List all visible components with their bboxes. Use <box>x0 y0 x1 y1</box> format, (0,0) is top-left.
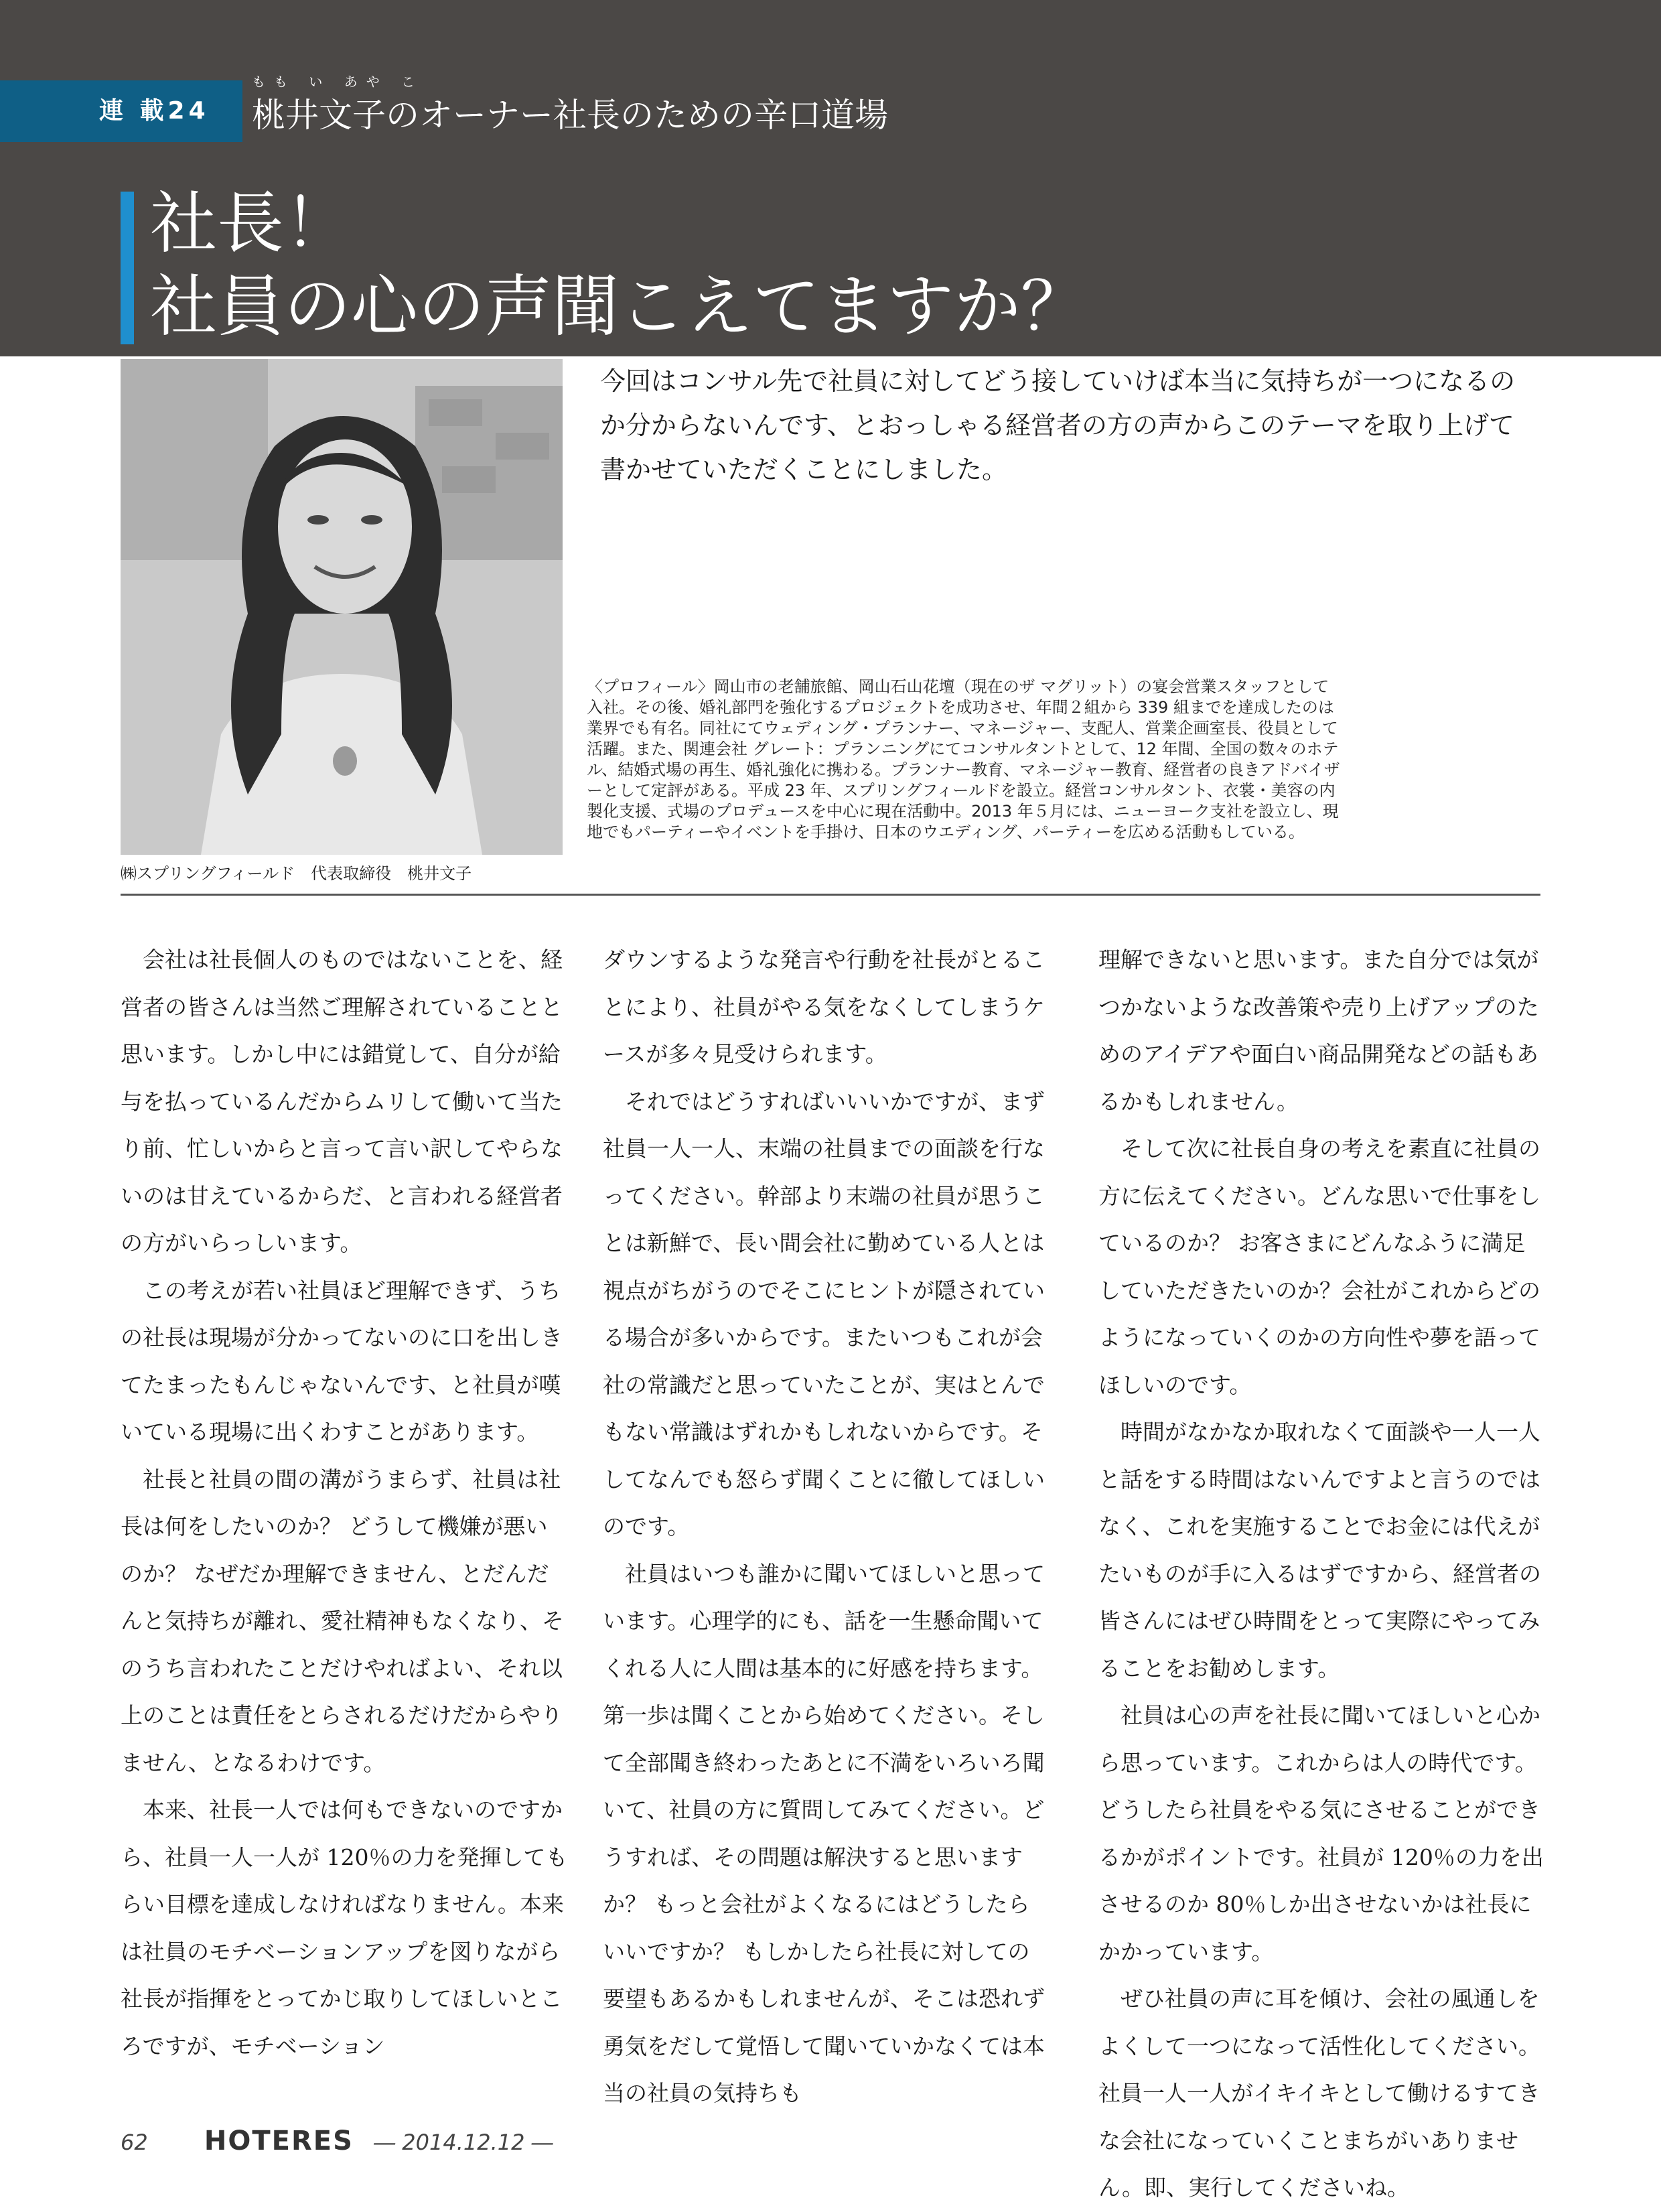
title-accent-bar <box>121 192 134 344</box>
lead-paragraph: 今回はコンサル先で社員に対してどう接していけば本当に気持ちが一つになるのか分からないんです、とおっしゃる経営者の方の声からこのテーマを取り上げて書かせていただくことにしました。 <box>600 366 1516 484</box>
main-title-line1: 社長！ <box>150 184 351 263</box>
page-footer <box>121 2125 553 2158</box>
portrait-illustration <box>121 359 563 855</box>
paragraph-continued: 理解できないと思います。また自分では気がつかないような改善策や売り上げアップのためのアイデアや面白い商品開発などの話もあるかもしれません。 <box>1098 947 1539 1115</box>
body-column-3 <box>1098 937 1546 2212</box>
paragraph: それではどうすればいいいかですが、まず社員一人一人、末端の社員までの面談を行なってください。幹部より末端の社員が思うことは新鮮で、長い間会社に勤めている人とは視点がちがうのでそこにヒントが隠されている場合が多いからです。またいつもこれが会社の常識だと思っていたことが、実はとんでもない常識はずれかもしれないからです。そしてなんでも怒らず聞くことに徹してほしいのです。 <box>603 1088 1045 1539</box>
author-profile: 〈プロフィール〉岡山市の老舗旅館、岡山石山花壇（現在のザ マグリット）の宴会営業スタッフとして入社。その後、婚礼部門を強化するプロジェクトを成功させ、年間２組から 339 組までを達成したのは業界でも有名。同社にてウェディング・プランナー、マネージャー、支配人、営業企画室長、役員として活躍。また、関連会社 グレート：プランニングにてコンサルタントとして、12 年間、全国の数々のホテル、結婚式場の再生、婚礼強化に携わる。プランナー教育、マネージャー教育、経営者の良きアドバイザーとして定評がある。平成 23 年、スプリングフィールドを設立。経営コンサルタント、衣裳・美容の内製化支援、式場のプロデュースを中心に現在活動中。2013 年５月には、ニューヨーク支社を設立し、現地でもパーティーやイベントを手掛け、日本のウエディング、パーティーを広める活動もしている。 <box>587 677 1340 841</box>
paragraph-continued: ダウンするような発言や行動を社長がとることにより、社員がやる気をなくしてしまうケースが多々見受けられます。 <box>603 947 1045 1067</box>
paragraph: 社員はいつも誰かに聞いてほしいと思っています。心理学的にも、話を一生懸命聞いてくれる人に人間は基本的に好感を持ちます。第一歩は聞くことから始めてください。そして全部聞き終わったあとに不満をいろいろ聞いて、社員の方に質問してみてください。どうすれば、その問題は解決すると思いますか？ もっと会社がよくなるにはどうしたらいいですか？ もしかしたら社長に対しての要望もあるかもしれませんが、そこは恐れず勇気をだして覚悟して聞いていかなくては本当の社員の気持ちも <box>603 1560 1045 2106</box>
paragraph: 社員は心の声を社長に聞いてほしいと心から思っています。これからは人の時代です。どうしたら社員をやる気にさせることができるかがポイントです。社員が 120％の力を出させるのか 80％しか出させないかは社長にかかっています。 <box>1098 1702 1544 1965</box>
main-title-line2: 社員の心の声聞こえてますか？ <box>150 267 1088 346</box>
paragraph: ぜひ社員の声に耳を傾け、会社の風通しをよくして一つになって活性化してください。社員一人一人がイキイキとして働けるすてきな会社になっていくことまちがいありません。即、実行してくださいね。 <box>1098 1986 1540 2201</box>
paragraph: 社長と社員の間の溝がうまらず、社員は社長は何をしたいのか？ どうして機嫌が悪いのか？ なぜだか理解できません、とだんだんと気持ちが離れ、愛社精神もなくなり、そのうち言われたことだけやればよい、それ以上のことは責任をとらされるだけだからやりません、となるわけです。 <box>121 1466 564 1776</box>
issue-date: ― 2014.12.12 ― <box>374 2130 553 2155</box>
main-title <box>150 182 1088 348</box>
column-title-ruby: もも い あや こ <box>252 74 424 90</box>
column-title: 桃井文子のオーナー社長のための辛口道場 <box>252 96 888 135</box>
paragraph: 本来、社長一人では何もできないのですから、社員一人一人が 120％の力を発揮してもらい目標を達成しなければなりません。本来は社員のモチベーションアップを図りながら社長が指揮をとってかじ取りしてほしいところですが、モチベーション <box>121 1797 568 2059</box>
paragraph: 時間がなかなか取れなくて面談や一人一人と話をする時間はないんですよと言うのではなく、これを実施することでお金には代えがたいものが手に入るはずですから、経営者の皆さんにはぜひ時間をとって実際にやってみることをお勧めします。 <box>1098 1419 1541 1681</box>
series-label: 連 載24 <box>99 97 210 125</box>
body-column-2 <box>603 937 1050 2118</box>
magazine-logo: HOTERES <box>204 2126 354 2156</box>
paragraph: この考えが若い社員ほど理解できず、うちの社長は現場が分かってないのに口を出しきてたまったもんじゃないんです、と社員が嘆いている現場に出くわすことがあります。 <box>121 1277 563 1445</box>
paragraph: 会社は社長個人のものではないことを、経営者の皆さんは当然ご理解されていることと思います。しかし中には錯覚して、自分が給与を払っているんだからムリして働いて当たり前、忙しいからと言って言い訳してやらないのは甘えているからだ、と言われる経営者の方がいらっしいます。 <box>121 947 563 1256</box>
photo-caption: ㈱スプリングフィールド 代表取締役 桃井文子 <box>121 864 472 883</box>
section-divider <box>121 894 1540 896</box>
page-number: 62 <box>121 2130 148 2155</box>
paragraph: そして次に社長自身の考えを素直に社員の方に伝えてください。どんな思いで仕事をしているのか？ お客さまにどんなふうに満足していただきたいのか？会社がこれからどのようになっていくのかの方向性や夢を語ってほしいのです。 <box>1098 1135 1540 1398</box>
portrait-photo <box>121 359 563 855</box>
body-column-1 <box>121 937 568 2070</box>
